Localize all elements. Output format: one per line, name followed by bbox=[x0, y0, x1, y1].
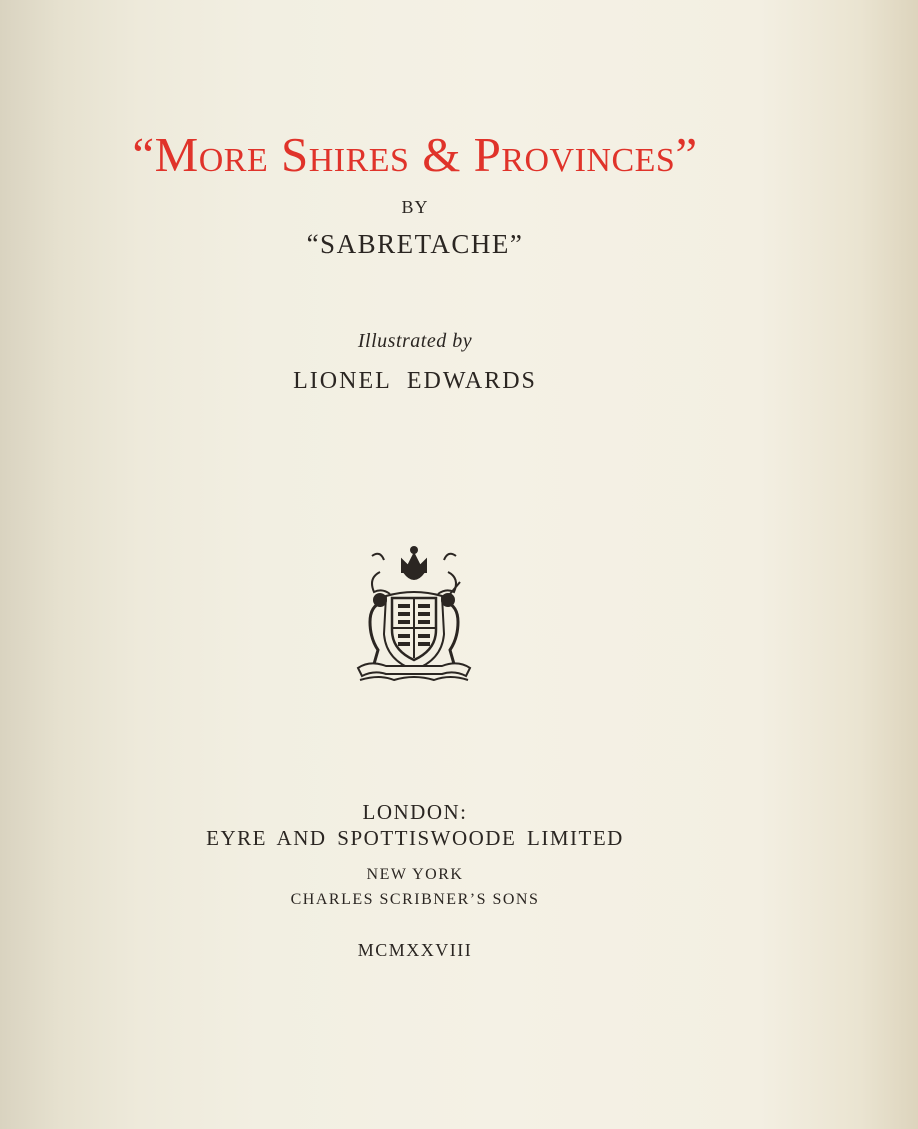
publisher-name: EYRE AND SPOTTISWOODE LIMITED bbox=[206, 826, 624, 850]
co-publisher-name: CHARLES SCRIBNER’S SONS bbox=[290, 891, 540, 908]
by-label: BY bbox=[401, 197, 429, 217]
publication-year: MCMXXVIII bbox=[357, 940, 473, 960]
royal-coat-of-arms-icon bbox=[350, 542, 478, 684]
author-name: “SABRETACHE” bbox=[306, 229, 524, 259]
illustrated-by-label: Illustrated by bbox=[357, 330, 473, 352]
publication-city: LONDON: bbox=[362, 800, 468, 824]
book-title: “More Shires & Provinces” bbox=[132, 127, 698, 182]
illustrator-name: LIONEL EDWARDS bbox=[293, 368, 537, 394]
co-publication-city: NEW YORK bbox=[366, 866, 464, 883]
